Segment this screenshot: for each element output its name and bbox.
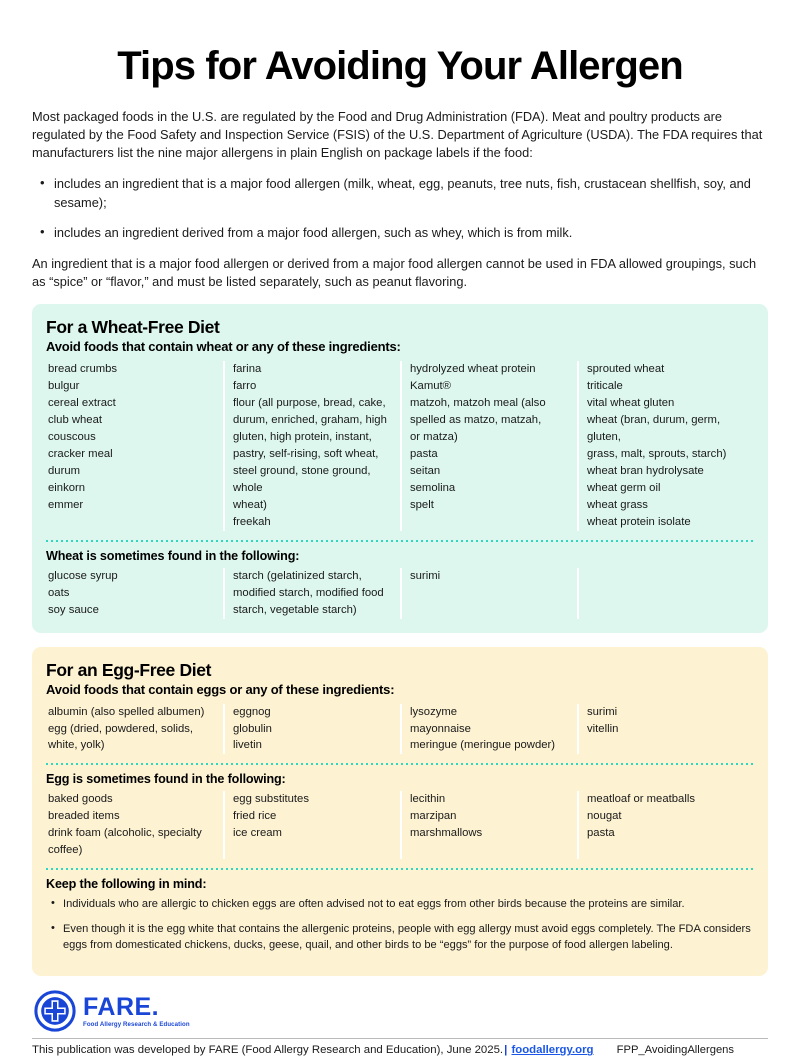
wheat-sometimes-heading: Wheat is sometimes found in the following: <box>46 548 300 563</box>
list-item: bulgur <box>48 380 80 393</box>
egg-dotted-divider-2 <box>46 868 754 870</box>
list-item: flour (all purpose, bread, cake, <box>233 397 386 410</box>
intro-bullet-1: • includes an ingredient that is a major food allergen (milk, wheat, egg, peanuts, tree nuts, fish, crustacean shellfish, soy, and sesame); <box>32 175 768 212</box>
wheat-avoid-column <box>577 361 754 530</box>
list-item: eggnog <box>233 705 271 718</box>
egg-avoid-list <box>48 704 213 755</box>
egg-avoid-column <box>400 704 577 755</box>
list-item: semolina <box>410 481 456 494</box>
fare-cross-circle-icon <box>34 990 76 1032</box>
egg-mind-heading: Keep the following in mind: <box>46 877 207 892</box>
list-item: egg substitutes <box>233 793 309 806</box>
list-item: wheat grass <box>587 498 648 511</box>
wheat-avoid-column <box>400 361 577 530</box>
list-item: gluten, high protein, instant, <box>233 431 372 444</box>
list-item: drink foam (alcoholic, specialty <box>48 827 202 840</box>
list-item: modified starch, modified food <box>233 586 384 599</box>
egg-avoid-list <box>410 704 567 755</box>
egg-sometimes-column <box>400 791 577 859</box>
list-item: durum, enriched, graham, high <box>233 414 387 427</box>
list-item: surimi <box>410 569 441 582</box>
footer-separator: | <box>504 1044 508 1056</box>
egg-sometimes-heading: Egg is sometimes found in the following: <box>46 772 286 787</box>
list-item: wheat) <box>233 498 267 511</box>
list-item: farina <box>233 363 262 376</box>
egg-free-panel <box>32 647 768 977</box>
list-item: glucose syrup <box>48 569 118 582</box>
list-item: marshmallows <box>410 827 483 840</box>
list-item: wheat protein isolate <box>587 515 691 528</box>
list-item: wheat (bran, durum, germ, gluten, <box>587 414 721 444</box>
list-item: triticale <box>587 380 623 393</box>
page-footer <box>0 990 800 1056</box>
egg-avoid-column <box>46 704 223 755</box>
egg-sometimes-list <box>410 791 567 842</box>
egg-sometimes-list <box>48 791 213 859</box>
fare-tagline: Food Allergy Research & Education <box>83 1020 190 1028</box>
list-item: surimi <box>587 705 618 718</box>
egg-avoid-columns <box>46 704 754 755</box>
intro-bullet-list <box>32 175 768 242</box>
list-item: pasta <box>410 448 438 461</box>
footer-doc-code: FPP_AvoidingAllergens <box>616 1044 734 1056</box>
wheat-avoid-column <box>46 361 223 530</box>
egg-keep-in-mind-section <box>46 877 754 953</box>
list-item: freekah <box>233 515 271 528</box>
list-item: Kamut® <box>410 380 451 393</box>
intro-bullet-2: • includes an ingredient derived from a major food allergen, such as whey, which is from milk. <box>32 224 768 243</box>
list-item: starch (gelatinized starch, <box>233 569 362 582</box>
wheat-avoid-columns <box>46 361 754 530</box>
list-item: cracker meal <box>48 448 113 461</box>
list-item: grass, malt, sprouts, starch) <box>587 448 727 461</box>
list-item: ice cream <box>233 827 282 840</box>
wheat-avoid-list <box>233 361 390 530</box>
intro-paragraph-2: An ingredient that is a major food allergen or derived from a major food allergen cannot be used in FDA allowed groupings, such as “spice” or “flavor,” and must be listed separately, such as peanut flavoring. <box>32 256 757 290</box>
list-item: matzoh, matzoh meal (also <box>410 397 546 410</box>
list-item: steel ground, stone ground, whole <box>233 465 371 494</box>
list-item: couscous <box>48 431 96 444</box>
intro-paragraph-1: Most packaged foods in the U.S. are regulated by the Food and Drug Administration (FDA). Meat and poultry products are regulated by the Food Safety and Inspection Service (FSIS) of the U.S. Department of Agriculture (USDA). The FDA requires that manufacturers list the nine major allergens in plain English on package labels if the food: <box>32 109 763 161</box>
footer-credit: This publication was developed by FARE (Food Allergy Research and Education), June 2025. <box>32 1044 504 1056</box>
list-item: white, yolk) <box>48 739 105 752</box>
fare-wordmark: FARE. <box>83 992 160 1021</box>
wheat-sometimes-list <box>233 568 390 619</box>
egg-avoid-column <box>577 704 754 755</box>
wheat-avoid-column <box>223 361 400 530</box>
list-item: globulin <box>233 722 272 735</box>
page-title: Tips for Avoiding Your Allergen <box>117 44 683 88</box>
egg-sometimes-list <box>233 791 390 842</box>
list-item: seitan <box>410 465 441 478</box>
list-item: vital wheat gluten <box>587 397 675 410</box>
list-item: livetin <box>233 739 262 752</box>
list-item: fried rice <box>233 810 277 823</box>
list-item: mayonnaise <box>410 722 471 735</box>
list-item: wheat germ oil <box>587 481 661 494</box>
list-item: farro <box>233 380 257 393</box>
list-item: starch, vegetable starch) <box>233 603 357 616</box>
egg-sometimes-list <box>587 791 744 842</box>
wheat-sometimes-list <box>48 568 213 619</box>
wheat-panel-subtitle: Avoid foods that contain wheat or any of these ingredients: <box>46 339 401 355</box>
egg-sometimes-column <box>46 791 223 859</box>
list-item: lecithin <box>410 793 446 806</box>
wheat-avoid-list <box>410 361 567 513</box>
list-item: spelt <box>410 498 434 511</box>
list-item: • Individuals who are allergic to chicken eggs are often advised not to eat eggs from other birds because the proteins are similar. <box>46 896 754 912</box>
fare-logo <box>34 990 768 1032</box>
list-item: cereal extract <box>48 397 116 410</box>
egg-panel-title: For an Egg-Free Diet <box>46 659 212 680</box>
footer-line <box>32 1038 768 1056</box>
wheat-sometimes-list <box>410 568 567 585</box>
intro-section <box>32 108 768 291</box>
egg-avoid-list <box>233 704 390 755</box>
list-item: vitellin <box>587 722 619 735</box>
egg-sometimes-column <box>577 791 754 859</box>
egg-avoid-list <box>587 704 744 738</box>
wheat-free-panel <box>32 304 768 632</box>
wheat-sometimes-column <box>46 568 223 619</box>
list-item: club wheat <box>48 414 103 427</box>
wheat-sometimes-column <box>223 568 400 619</box>
list-item: meatloaf or meatballs <box>587 793 695 806</box>
list-item: marzipan <box>410 810 457 823</box>
wheat-sometimes-column <box>577 568 754 619</box>
list-item: coffee) <box>48 844 83 857</box>
list-item: pastry, self-rising, soft wheat, <box>233 448 379 461</box>
list-item: or matza) <box>410 431 458 444</box>
list-item: bread crumbs <box>48 363 118 376</box>
egg-dotted-divider-1 <box>46 763 754 765</box>
list-item: soy sauce <box>48 603 99 616</box>
list-item: hydrolyzed wheat protein <box>410 363 536 376</box>
wheat-sometimes-columns <box>46 568 754 619</box>
list-item: breaded items <box>48 810 120 823</box>
list-item: einkorn <box>48 481 86 494</box>
list-item: pasta <box>587 827 615 840</box>
list-item: nougat <box>587 810 622 823</box>
egg-avoid-column <box>223 704 400 755</box>
list-item: oats <box>48 586 70 599</box>
foodallergy-link[interactable]: foodallergy.org <box>511 1044 594 1056</box>
wheat-avoid-list <box>48 361 213 513</box>
list-item: sprouted wheat <box>587 363 665 376</box>
list-item: wheat bran hydrolysate <box>587 465 704 478</box>
list-item: emmer <box>48 498 84 511</box>
wheat-dotted-divider <box>46 540 754 542</box>
egg-panel-subtitle: Avoid foods that contain eggs or any of these ingredients: <box>46 681 395 697</box>
wheat-avoid-list <box>587 361 744 530</box>
list-item: albumin (also spelled albumen) <box>48 705 205 718</box>
egg-sometimes-column <box>223 791 400 859</box>
list-item: • Even though it is the egg white that contains the allergenic proteins, people with egg allergy must avoid eggs completely. The FDA considers eggs from domesticated chickens, ducks, geese, quail, and other birds to be “eggs” for the purpose of food allergen labeling. <box>46 921 754 953</box>
list-item: durum <box>48 465 81 478</box>
fare-logo-row <box>34 990 768 1032</box>
list-item: meringue (meringue powder) <box>410 739 556 752</box>
wheat-sometimes-column <box>400 568 577 619</box>
footer-credit-wrap <box>32 1044 617 1056</box>
list-item: egg (dried, powdered, solids, <box>48 722 194 735</box>
egg-sometimes-columns <box>46 791 754 859</box>
list-item: baked goods <box>48 793 113 806</box>
egg-mind-list <box>46 896 754 953</box>
wheat-panel-title: For a Wheat-Free Diet <box>46 317 220 338</box>
list-item: lysozyme <box>410 705 458 718</box>
fare-logo-text <box>83 992 190 1028</box>
list-item: spelled as matzo, matzah, <box>410 414 542 427</box>
